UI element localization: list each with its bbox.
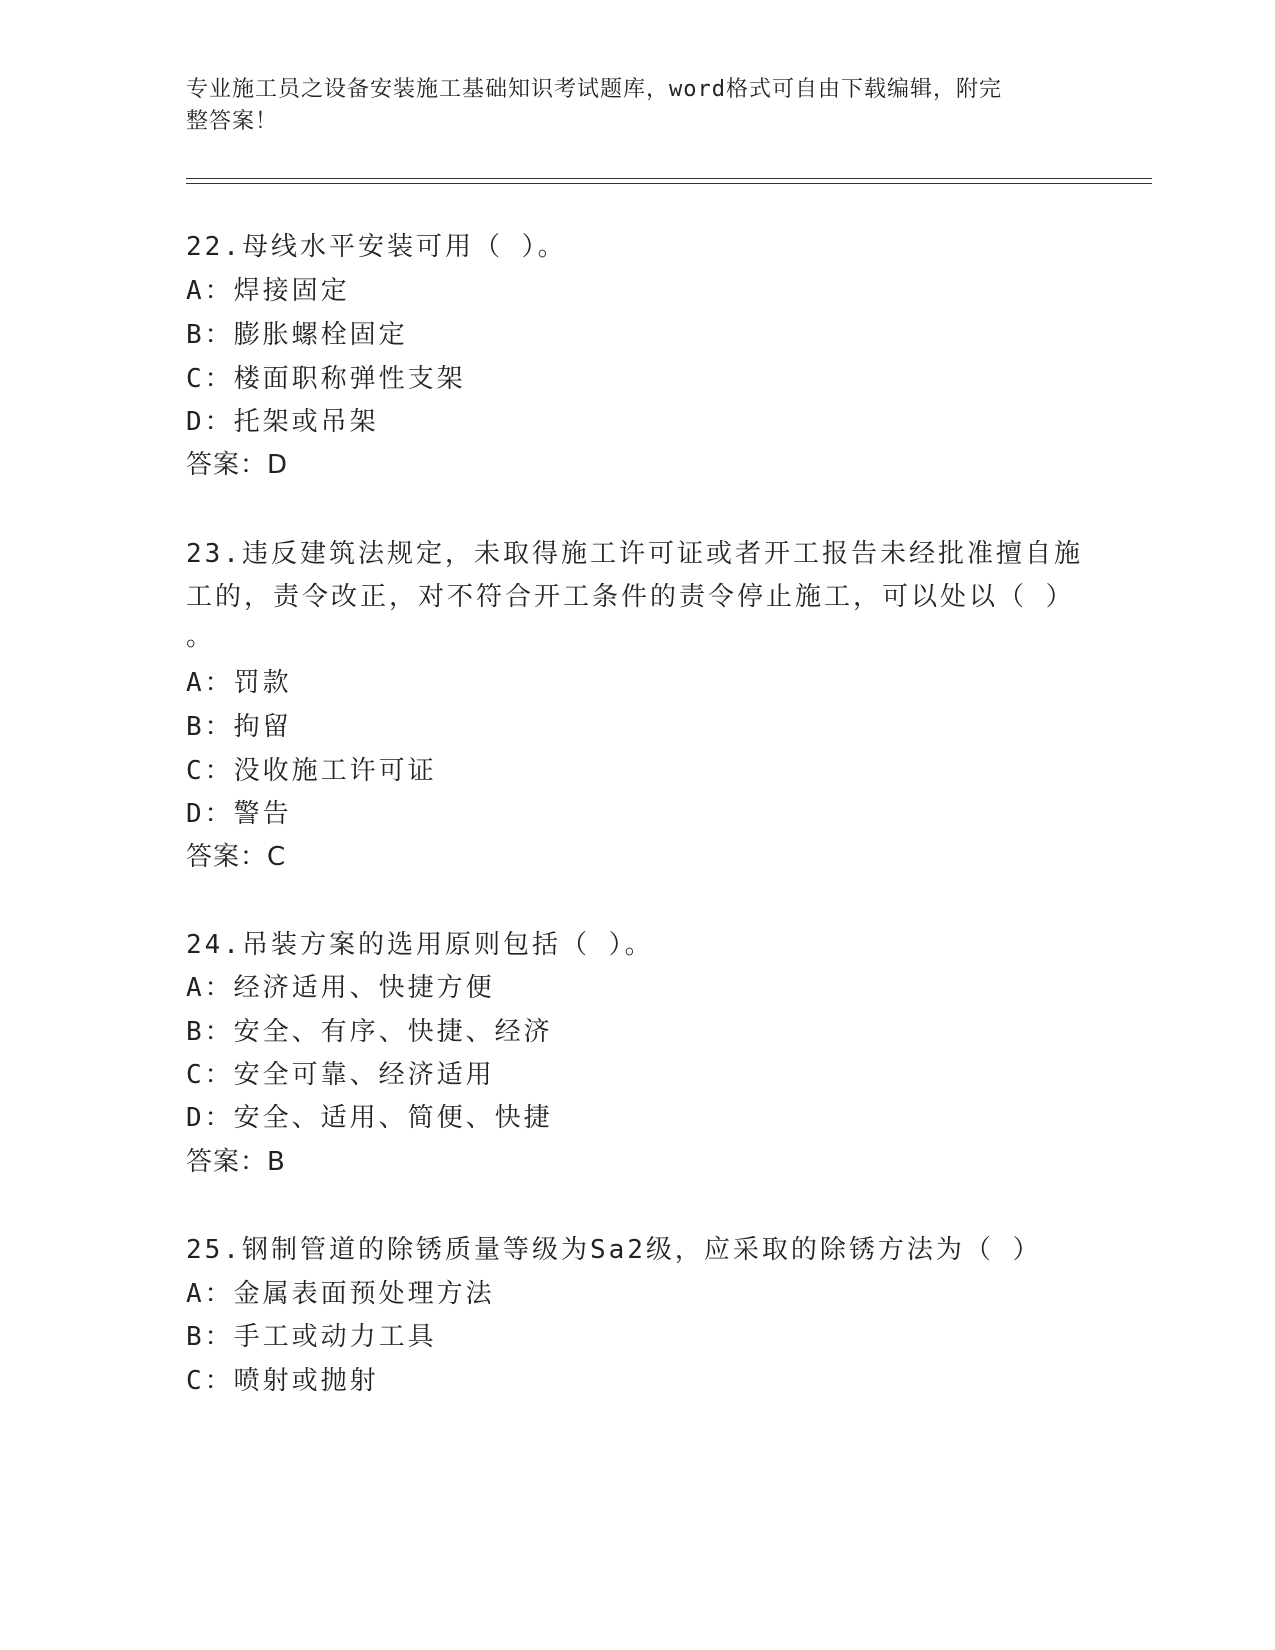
- question-22-answer: 答案：D: [186, 450, 289, 480]
- header-rule-top: [186, 178, 1152, 179]
- question-24-option-a: A：经济适用、快捷方便: [186, 973, 495, 1003]
- question-25-option-a: A：金属表面预处理方法: [186, 1279, 495, 1309]
- question-22-option-b: B：膨胀螺栓固定: [186, 320, 408, 350]
- question-23-stem-line-3: 。: [186, 622, 216, 652]
- question-24-option-d: D：安全、适用、简便、快捷: [186, 1103, 553, 1133]
- question-24-option-c: C：安全可靠、经济适用: [186, 1060, 495, 1090]
- document-header: [186, 74, 1086, 138]
- question-25-stem: 25.钢制管道的除锈质量等级为Sa2级，应采取的除锈方法为（ ）: [186, 1235, 1042, 1265]
- question-22-option-c: C：楼面职称弹性支架: [186, 364, 466, 394]
- header-rule-bottom: [186, 183, 1152, 184]
- question-25-option-b: B：手工或动力工具: [186, 1322, 437, 1352]
- question-23-option-c: C：没收施工许可证: [186, 756, 437, 786]
- question-22-option-a: A：焊接固定: [186, 276, 350, 306]
- question-23-answer: 答案：C: [186, 842, 287, 872]
- question-25-option-c: C：喷射或抛射: [186, 1366, 379, 1396]
- question-23-stem-line-2: 工的，责令改正，对不符合开工条件的责令停止施工，可以处以（ ）: [186, 582, 1075, 612]
- question-24-stem: 24.吊装方案的选用原则包括（ ）。: [186, 930, 654, 960]
- question-23-option-d: D：警告: [186, 799, 292, 829]
- question-22-option-d: D：托架或吊架: [186, 407, 379, 437]
- header-line-2: 整答案！: [186, 109, 279, 134]
- question-24-option-b: B：安全、有序、快捷、经济: [186, 1017, 553, 1047]
- header-line-1: 专业施工员之设备安装施工基础知识考试题库，word格式可自由下载编辑，附完: [186, 77, 1002, 102]
- question-23-option-a: A：罚款: [186, 668, 292, 698]
- question-23-option-b: B：拘留: [186, 712, 292, 742]
- question-23-stem-line-1: 23.违反建筑法规定，未取得施工许可证或者开工报告未经批准擅自施: [186, 539, 1083, 569]
- question-22-stem: 22.母线水平安装可用（ ）。: [186, 232, 567, 262]
- question-24-answer: 答案：B: [186, 1147, 286, 1177]
